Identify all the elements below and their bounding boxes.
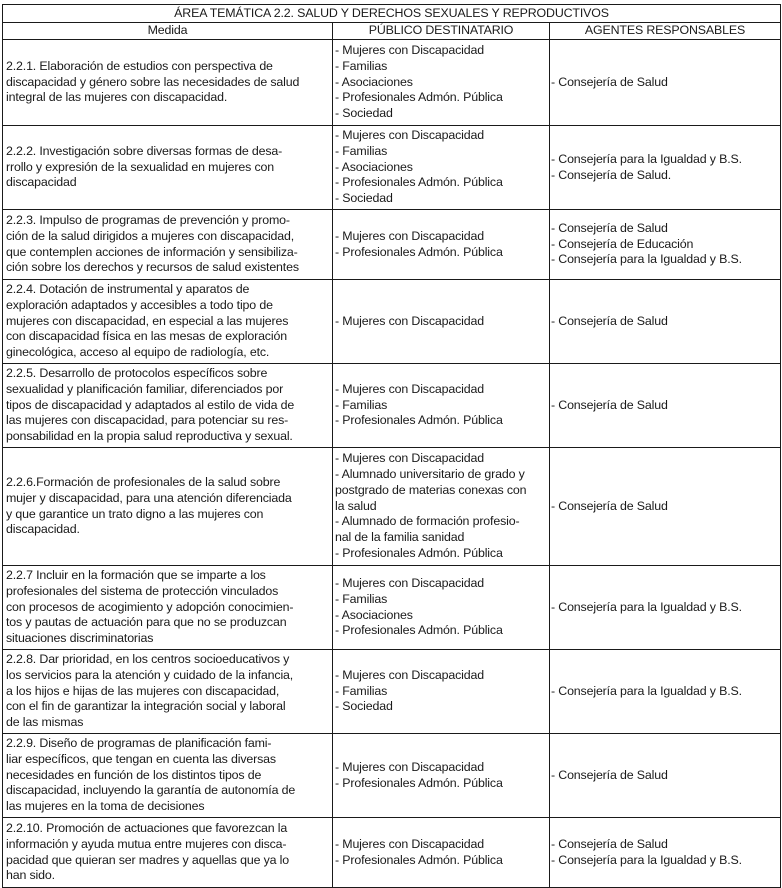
medida-line: 2.2.9. Diseño de programas de planificación fami-: [6, 736, 272, 750]
publico-cell: [333, 126, 550, 210]
agentes-line: - Consejería para la Igualdad y B.S.: [551, 151, 742, 166]
medida-line: y que garantice un trato digno a las mujeres con: [6, 506, 264, 521]
medida-line: discapacidad y género sobre las necesidades de salud: [6, 74, 300, 89]
publico-line: - Profesionales Admón. Pública: [335, 244, 503, 259]
publico-line: - Asociaciones: [335, 74, 413, 89]
medida-cell: [3, 364, 333, 448]
agentes-line: - Consejería de Salud: [551, 397, 668, 412]
publico-line: - Profesionales Admón. Pública: [335, 545, 503, 560]
medida-line: discapacidad: [6, 175, 77, 190]
publico-line: - Mujeres con Discapacidad: [335, 228, 484, 243]
agentes-cell: [550, 734, 781, 818]
medida-line: de las mismas: [6, 715, 84, 730]
medida-line: ción sobre los derechos y recursos de salud existentes: [6, 260, 299, 275]
medida-line: con el fin de garantizar la integración social y laboral: [6, 699, 286, 714]
publico-line: - Familias: [335, 683, 388, 698]
agentes-line: - Consejería de Salud: [551, 74, 668, 89]
medida-line: 2.2.8. Dar prioridad, en los centros socioeducativos y: [6, 652, 290, 666]
publico-line: - Profesionales Admón. Pública: [335, 175, 503, 190]
agentes-cell: [550, 448, 781, 566]
medida-line: liar específicos, que tengan en cuenta las diversas: [6, 751, 276, 766]
medida-cell: [3, 566, 333, 650]
medida-line: mujeres con discapacidad, en especial a las mujeres: [6, 313, 289, 328]
publico-line: - Mujeres con Discapacidad: [335, 43, 484, 57]
medida-line: 2.2.5. Desarrollo de protocolos específicos sobre: [6, 366, 268, 380]
table-row: [3, 210, 781, 280]
table-row: [3, 126, 781, 210]
agentes-line: - Consejería de Salud.: [551, 167, 671, 182]
publico-cell: [333, 448, 550, 566]
table-header-row: [3, 23, 781, 40]
medida-line: los servicios para la atención y cuidado de la infancia,: [6, 667, 294, 682]
publico-line: - Mujeres con Discapacidad: [335, 759, 484, 774]
publico-line: - Profesionales Admón. Pública: [335, 852, 503, 867]
medida-cell: [3, 650, 333, 734]
publico-line: - Asociaciones: [335, 607, 413, 622]
agentes-line: - Consejería para la Igualdad y B.S.: [551, 852, 742, 867]
publico-line: - Mujeres con Discapacidad: [335, 836, 484, 851]
publico-line: - Profesionales Admón. Pública: [335, 90, 503, 105]
agentes-line: - Consejería de Salud: [551, 220, 668, 235]
medida-line: tos y pautas de actuación para que no se produzcan: [6, 615, 287, 630]
publico-line: - Mujeres con Discapacidad: [335, 667, 484, 682]
agentes-line: - Consejería para la Igualdad y B.S.: [551, 683, 742, 698]
medida-cell: [3, 818, 333, 888]
publico-line: nal de la familia sanidad: [335, 530, 465, 545]
agentes-line: - Consejería de Salud: [551, 498, 668, 513]
publico-line: - Mujeres con Discapacidad: [335, 381, 484, 396]
medida-cell: [3, 280, 333, 364]
medida-line: necesidades en función de los distintos tipos de: [6, 767, 262, 782]
agentes-line: - Consejería para la Igualdad y B.S.: [551, 252, 742, 267]
agentes-cell: [550, 210, 781, 280]
medida-line: situaciones discriminatorias: [6, 631, 154, 646]
medida-line: 2.2.6.Formación de profesionales de la salud sobre: [6, 474, 281, 489]
medida-line: 2.2.7 Incluir en la formación que se imparte a los: [6, 568, 266, 582]
medida-cell: [3, 734, 333, 818]
publico-cell: [333, 818, 550, 888]
agentes-line: - Consejería de Salud: [551, 767, 668, 782]
medida-line: mujer y discapacidad, para una atención diferenciada: [6, 490, 292, 505]
document-page: [2, 4, 781, 888]
table-row: [3, 566, 781, 650]
agentes-line: - Consejería de Salud: [551, 313, 668, 328]
agentes-cell: [550, 364, 781, 448]
publico-cell: [333, 650, 550, 734]
publico-line: - Mujeres con Discapacidad: [335, 313, 484, 328]
publico-cell: [333, 40, 550, 126]
publico-line: - Mujeres con Discapacidad: [335, 451, 484, 466]
medida-line: sexualidad y planificación familiar, diferenciados por: [6, 381, 284, 396]
publico-line: - Alumnado de formación profesio-: [335, 514, 520, 529]
medida-line: con discapacidad física en las mesas de exploración: [6, 329, 287, 344]
publico-cell: [333, 734, 550, 818]
medida-line: discapacidad.: [6, 522, 80, 537]
publico-line: - Familias: [335, 591, 388, 606]
medida-line: las mujeres en la toma de decisiones: [6, 799, 205, 814]
publico-cell: [333, 280, 550, 364]
publico-line: - Familias: [335, 397, 388, 412]
medida-line: con procesos de acogimiento y adopción conocimien-: [6, 599, 294, 614]
medida-line: ginecológica, acceso al equipo de radiología, etc.: [6, 345, 270, 360]
table-row: [3, 818, 781, 888]
publico-line: - Familias: [335, 58, 388, 73]
publico-line: - Profesionales Admón. Pública: [335, 413, 503, 428]
medida-line: discapacidad, incluyendo la garantía de autonomía de: [6, 783, 296, 798]
medida-line: exploración adaptados y accesibles a todo tipo de: [6, 297, 273, 312]
medida-line: 2.2.2. Investigación sobre diversas formas de desa-: [6, 143, 283, 158]
medida-line: pacidad que quieran ser madres y aquellas que ya lo: [6, 852, 290, 867]
table-row: [3, 734, 781, 818]
agentes-line: - Consejería para la Igualdad y B.S.: [551, 599, 742, 614]
agentes-cell: [550, 818, 781, 888]
medida-line: integral de las mujeres con discapacidad.: [6, 90, 228, 105]
publico-line: - Familias: [335, 143, 388, 158]
header-publico-destinatario: PÚBLICO DESTINATARIO: [333, 23, 550, 40]
medida-line: tipos de discapacidad y adaptados al estilo de vida de: [6, 397, 295, 412]
table-title: ÁREA TEMÁTICA 2.2. SALUD Y DERECHOS SEXUALES Y REPRODUCTIVOS: [3, 5, 781, 23]
table-row: [3, 280, 781, 364]
medida-line: ción de la salud dirigidos a mujeres con discapacidad,: [6, 228, 295, 243]
publico-line: - Mujeres con Discapacidad: [335, 128, 484, 142]
medida-cell: [3, 126, 333, 210]
agentes-line: - Consejería de Salud: [551, 836, 668, 851]
medida-line: 2.2.10. Promoción de actuaciones que favorezcan la: [6, 820, 288, 835]
table-body: [3, 40, 781, 888]
medida-line: ponsabilidad en la propia salud reproductiva y sexual.: [6, 429, 293, 444]
agentes-cell: [550, 126, 781, 210]
publico-cell: [333, 566, 550, 650]
medida-line: profesionales del sistema de protección vinculados: [6, 583, 279, 598]
publico-line: postgrado de materias conexas con: [335, 482, 527, 497]
publico-line: - Profesionales Admón. Pública: [335, 623, 503, 638]
publico-cell: [333, 364, 550, 448]
agentes-cell: [550, 40, 781, 126]
publico-line: - Sociedad: [335, 191, 393, 206]
publico-line: - Asociaciones: [335, 159, 413, 174]
medida-line: a los hijos e hijas de las mujeres con discapacidad,: [6, 683, 280, 698]
table-row: [3, 364, 781, 448]
publico-line: - Profesionales Admón. Pública: [335, 775, 503, 790]
agentes-cell: [550, 280, 781, 364]
medida-cell: [3, 40, 333, 126]
medida-cell: [3, 210, 333, 280]
agentes-line: - Consejería de Educación: [551, 236, 694, 251]
header-medida: Medida: [3, 23, 333, 40]
medida-line: información y ayuda mutua entre mujeres con disca-: [6, 836, 287, 851]
table-row: [3, 448, 781, 566]
table-row: [3, 40, 781, 126]
publico-line: - Mujeres con Discapacidad: [335, 575, 484, 590]
publico-line: - Sociedad: [335, 106, 393, 121]
medida-line: las mujeres con discapacidad, para potenciar su res-: [6, 413, 289, 428]
medida-line: que contemplen acciones de información y sensibiliza-: [6, 244, 298, 259]
medida-line: rrollo y expresión de la sexualidad en mujeres con: [6, 159, 274, 174]
medida-line: 2.2.1. Elaboración de estudios con perspectiva de: [6, 58, 273, 73]
medida-cell: [3, 448, 333, 566]
publico-line: - Alumnado universitario de grado y: [335, 467, 525, 481]
publico-cell: [333, 210, 550, 280]
table-caption-row: [3, 5, 781, 23]
measures-table: [2, 4, 781, 888]
medida-line: han sido.: [6, 868, 55, 883]
medida-line: 2.2.4. Dotación de instrumental y aparatos de: [6, 282, 250, 296]
publico-line: - Sociedad: [335, 699, 393, 714]
publico-line: la salud: [335, 498, 377, 513]
header-agentes-responsables: AGENTES RESPONSABLES: [550, 23, 781, 40]
agentes-cell: [550, 566, 781, 650]
agentes-cell: [550, 650, 781, 734]
table-row: [3, 650, 781, 734]
medida-line: 2.2.3. Impulso de programas de prevención y promo-: [6, 212, 290, 227]
